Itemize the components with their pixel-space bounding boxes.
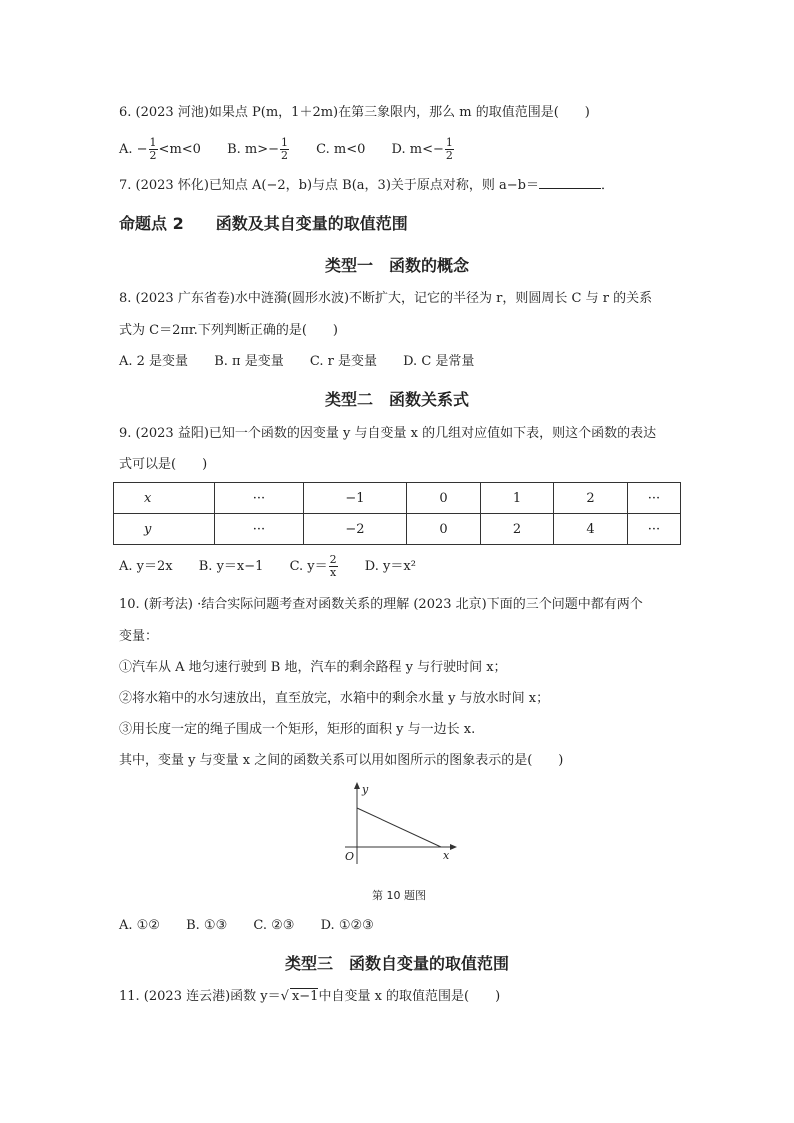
q10-item2: ②将水箱中的水匀速放出，直至放完，水箱中的剩余水量 y 与放水时间 x；: [119, 691, 550, 706]
table-cell: 2: [481, 514, 554, 545]
q6-option-d: D. m<− $\frac{1}{2}$: [391, 136, 453, 162]
q10-line3: 其中，变量 y 与变量 x 之间的函数关系可以用如图所示的图象表示的是( ): [119, 753, 564, 768]
table-cell: 4: [554, 514, 628, 545]
section-heading-2: 命题点 2 函数及其自变量的取值范围: [119, 214, 408, 233]
y-axis-label: y: [362, 783, 369, 796]
q6-stem: 6. (2023 河池)如果点 P(m，1＋2m)在第三象限内，那么 m 的取值范围是( ): [119, 105, 590, 120]
q6-option-c: C. m<0: [316, 142, 366, 157]
table-cell: 1: [481, 483, 554, 514]
q10-item1: ①汽车从 A 地匀速行驶到 B 地，汽车的剩余路程 y 与行驶时间 x；: [119, 660, 507, 675]
q10-function-graph: [335, 780, 465, 870]
table-cell: −2: [304, 514, 407, 545]
q6-option-a: A. − $\frac{1}{2}$ <m<0: [119, 136, 201, 162]
graph-line: [357, 808, 441, 847]
table-cell: −1: [304, 483, 407, 514]
q10-line2: 变量：: [119, 629, 159, 644]
table-cell: ···: [628, 483, 681, 514]
q9-option-c: C. y＝ $\frac{2}{x}$: [289, 553, 337, 579]
q8-option-a: A. 2 是变量: [119, 354, 189, 369]
q8-option-b: B. π 是变量: [214, 354, 284, 369]
table-cell: 0: [407, 483, 481, 514]
table-row: [114, 483, 681, 514]
origin-label: O: [345, 850, 355, 863]
q8-options: [119, 352, 496, 372]
table-cell: ···: [215, 483, 304, 514]
q11-stem: 11. (2023 连云港)函数 y＝√ x−1中自变量 x 的取值范围是( ): [119, 989, 501, 1004]
q9-line2: 式可以是( ): [119, 457, 208, 472]
q8-line2: 式为 C＝2πr.下列判断正确的是( ): [119, 323, 338, 338]
table-cell: 2: [554, 483, 628, 514]
q10-figure-caption: 第 10 题图: [372, 889, 426, 902]
q10-option-d: D. ①②③: [320, 918, 374, 933]
q9-option-b: B. y＝x−1: [198, 559, 264, 574]
x-axis-label: x: [443, 849, 450, 862]
q10-option-b: B. ①③: [186, 918, 228, 933]
q7-stem: 7. (2023 怀化)已知点 A(−2，b)与点 B(a，3)关于原点对称，则 a−b＝ ．: [119, 178, 615, 193]
q10-options: [119, 916, 396, 936]
q10-option-a: A. ①②: [119, 918, 160, 933]
table-cell: y: [114, 514, 215, 545]
table-cell: ···: [215, 514, 304, 545]
q11-radicand: x−1: [291, 989, 319, 1004]
q6-option-b: B. m>− $\frac{1}{2}$: [227, 136, 289, 162]
q10-line1: 10. (新考法) ·结合实际问题考查对函数关系的理解 (2023 北京)下面的三个问题中都有两个: [119, 597, 643, 612]
q8-option-d: D. C 是常量: [403, 354, 475, 369]
q8-line1: 8. (2023 广东省卷)水中涟漪(圆形水波)不断扩大，记它的半径为 r，则圆周长 C 与 r 的关系: [119, 291, 653, 306]
type2-heading: 类型二 函数关系式: [324, 390, 469, 409]
q10-option-c: C. ②③: [253, 918, 295, 933]
q6-options: [119, 135, 477, 165]
y-axis-arrow-icon: [354, 782, 360, 789]
q9-options: [119, 552, 438, 582]
x-axis-arrow-icon: [450, 844, 457, 850]
type1-heading: 类型一 函数的概念: [324, 256, 469, 275]
q7-answer-blank[interactable]: [539, 176, 601, 189]
q8-option-c: C. r 是变量: [309, 354, 377, 369]
table-cell: 0: [407, 514, 481, 545]
table-cell: ···: [628, 514, 681, 545]
q10-item3: ③用长度一定的绳子围成一个矩形，矩形的面积 y 与一边长 x.: [119, 722, 476, 737]
table-row: [114, 514, 681, 545]
q9-option-a: A. y＝2x: [119, 559, 173, 574]
q9-value-table: [113, 482, 681, 545]
table-cell: x: [114, 483, 215, 514]
type3-heading: 类型三 函数自变量的取值范围: [284, 954, 509, 973]
q9-option-d: D. y＝x²: [364, 559, 416, 574]
q9-line1: 9. (2023 益阳)已知一个函数的因变量 y 与自变量 x 的几组对应值如下表，则这个函数的表达: [119, 426, 657, 441]
